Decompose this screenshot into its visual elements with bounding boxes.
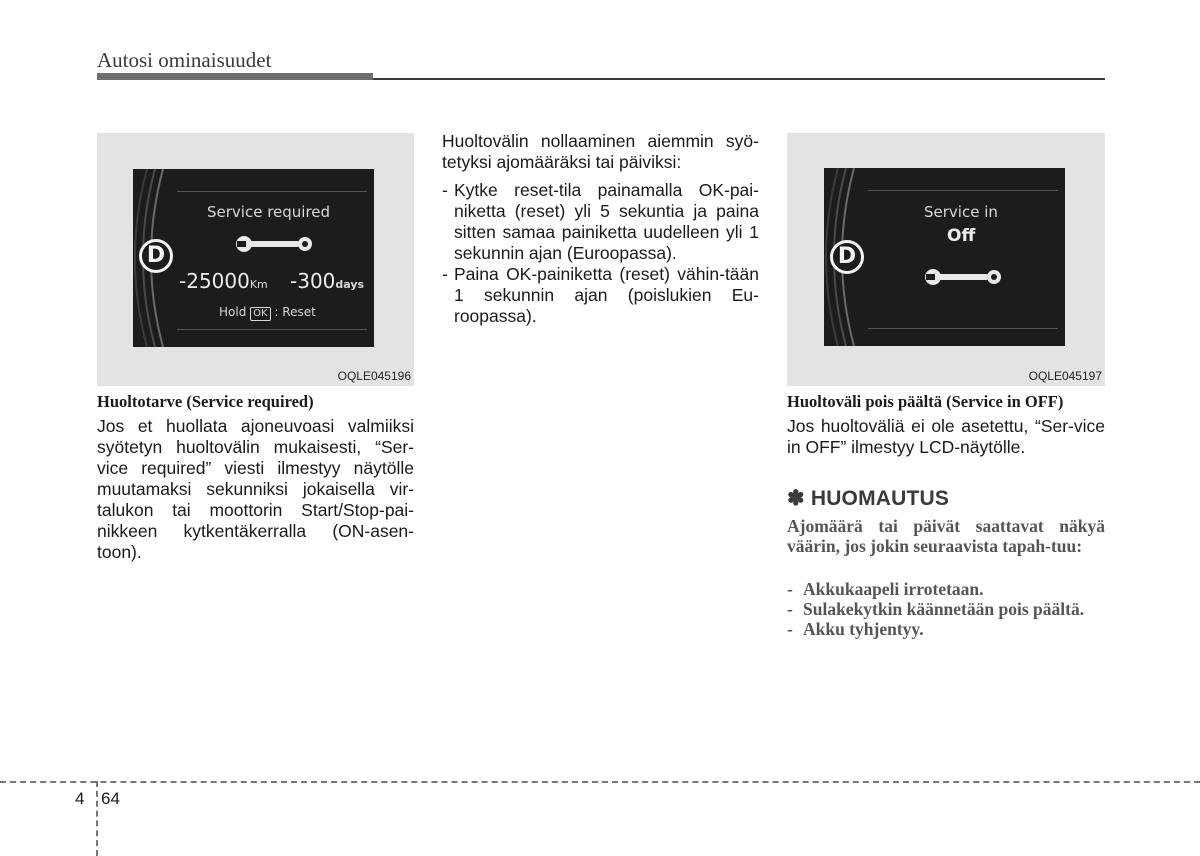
wrench-icon [235,231,315,257]
display-divider-bottom [868,328,1058,329]
wrench-icon [924,264,1004,290]
display-divider-top [177,191,367,192]
reset-label: : Reset [274,305,316,319]
distance-value: -25000 [179,269,250,293]
ok-key-badge: OK [250,307,270,321]
footer-dashed-divider [96,781,98,856]
header-rule-accent [97,73,373,80]
caption-service-required: Huoltotarve (Service required) [97,392,314,411]
service-off-paragraph: Jos huoltoväliä ei ole asetettu, “Ser-vice in OFF” ilmestyy LCD-näytölle. [787,416,1105,457]
section-number: 4 [75,789,85,808]
days-unit: days [335,278,365,291]
caption-service-off: Huoltoväli pois päältä (Service in OFF) [787,392,1064,411]
list-item: - Akkukaapeli irrotetaan. [787,579,1105,599]
figure-service-required [97,133,414,386]
list-item: - Akku tyhjentyy. [787,619,1105,639]
note-heading: ✽ HUOMAUTUS [787,487,950,510]
figure-code: OQLE045197 [1028,369,1102,383]
list-item: - Sulakekytkin käännetään pois päältä. [787,599,1105,619]
service-required-text: Service required [207,203,331,221]
reset-hint [219,305,316,321]
display-divider-top [868,190,1058,191]
service-in-text: Service in [924,203,998,221]
cluster-display [133,169,374,347]
days-readout [290,269,364,293]
service-required-paragraph: Jos et huollata ajoneuvoasi valmiiksi syötetyn huoltovälin mukaisesti, “Ser-vice required” viesti ilmestyy näytölle muutamaksi sekunniksi jokaisella vir-talukon tai moottorin Start/Stop-pai-nikkeen kytkentäkerralla (ON-asen-toon). [97,416,414,562]
display-divider-bottom [177,329,367,330]
list-item: - Paina OK-painiketta (reset) vähin-tään 1 sekunnin ajan (poislukien Eu-roopassa). [442,264,759,327]
footer-dashed-rule [0,781,1200,783]
page-number: 64 [101,789,120,808]
days-value: -300 [290,269,336,293]
section-title: Autosi ominaisuudet [97,48,272,72]
reset-steps-list [442,180,759,327]
service-status-off: Off [947,226,976,246]
hold-label: Hold [219,305,247,319]
cluster-display [824,168,1065,346]
reset-intro: Huoltovälin nollaaminen aiemmin syö-tetyksi ajomääräksi tai päiviksi: [442,131,759,172]
figure-service-off [787,133,1105,386]
note-intro: Ajomäärä tai päivät saattavat näkyä väärin, jos jokin seuraavista tapah-tuu: [787,516,1105,556]
distance-unit: Km [249,278,268,291]
note-list [787,579,1105,639]
gear-indicator: D [139,239,173,273]
list-item: - Kytke reset-tila painamalla OK-pai-niketta (reset) yli 5 sekuntia ja paina sitten samaa painiketta uudelleen yli 1 sekunnin ajan (Euroopassa). [442,180,759,264]
distance-readout [179,269,268,293]
gear-indicator: D [830,240,864,274]
figure-code: OQLE045196 [337,369,411,383]
